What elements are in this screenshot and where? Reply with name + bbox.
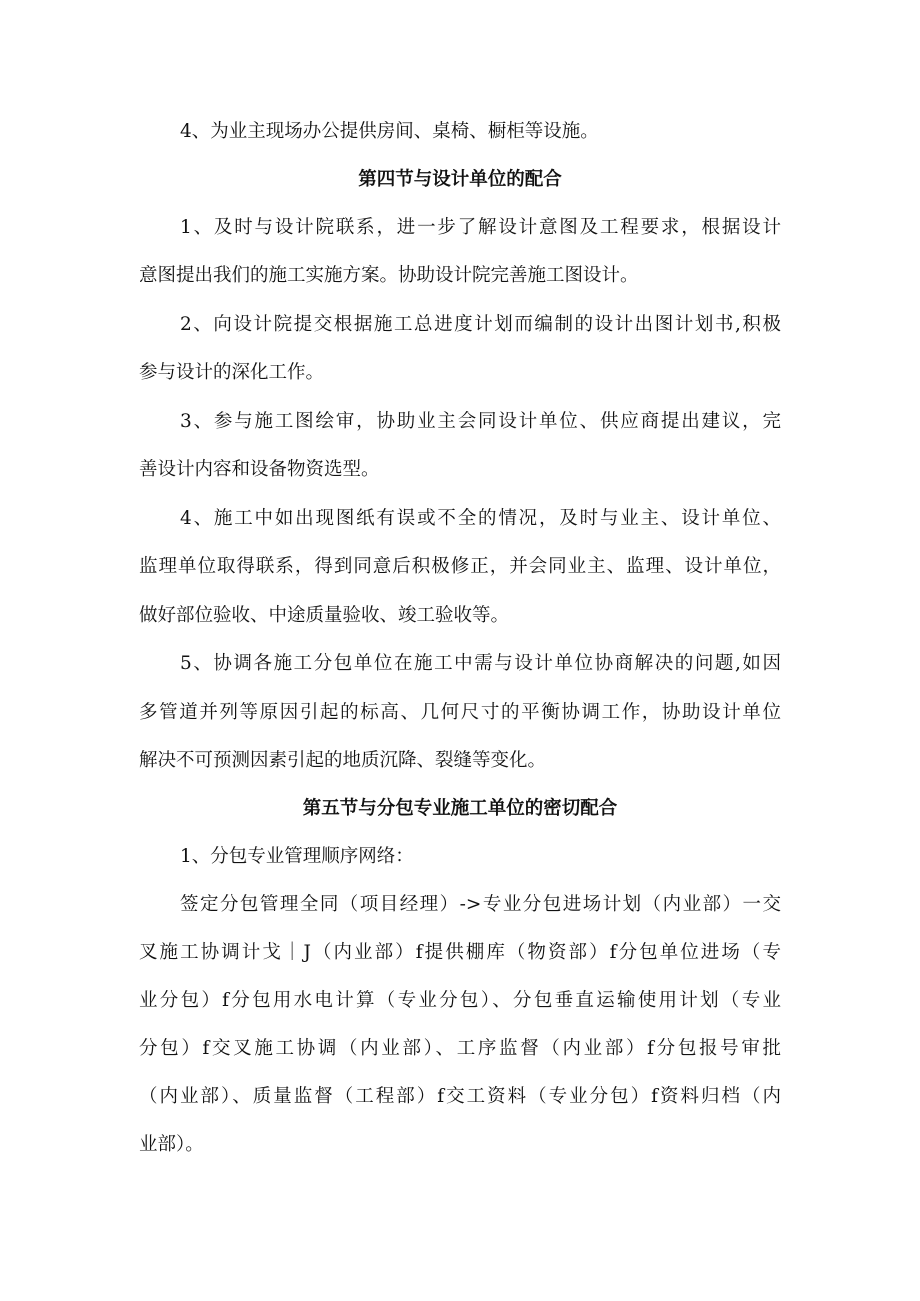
paragraph-line: 监理单位取得联系，得到同意后积极修正，并会同业主、监理、设计单位， bbox=[139, 556, 781, 577]
paragraph-line: 业分包）f分包用水电计算（专业分包）、分包垂直运输使用计划（专业 bbox=[139, 990, 781, 1011]
paragraph-line: 解决不可预测因素引起的地质沉降、裂缝等变化。 bbox=[139, 750, 547, 771]
section-heading-5: 第五节与分包专业施工单位的密切配合 bbox=[302, 798, 618, 819]
paragraph-line: 签定分包管理全同（项目经理）->专业分包进场计划（内业部）一交 bbox=[180, 894, 781, 915]
paragraph-line: 分包）f交叉施工协调（内业部）、工序监督（内业部）f分包报号审批 bbox=[139, 1038, 781, 1059]
paragraph-line: 5、协调各施工分包单位在施工中需与设计单位协商解决的问题,如因 bbox=[180, 653, 781, 674]
paragraph-line: 意图提出我们的施工实施方案。协助设计院完善施工图设计。 bbox=[139, 265, 639, 286]
paragraph-line: 4、施工中如出现图纸有误或不全的情况，及时与业主、设计单位、 bbox=[180, 508, 781, 529]
paragraph-line: 1、及时与设计院联系，进一步了解设计意图及工程要求，根据设计 bbox=[180, 217, 781, 238]
paragraph-line: 叉施工协调计戈｜J（内业部）f提供棚库（物资部）f分包单位进场（专 bbox=[139, 942, 781, 963]
paragraph-line: 善设计内容和设备物资选型。 bbox=[139, 459, 380, 480]
paragraph-line: 4、为业主现场办公提供房间、桌椅、橱柜等设施。 bbox=[180, 121, 599, 142]
paragraph-line: 参与设计的深化工作。 bbox=[139, 362, 325, 383]
paragraph-line: （内业部）、质量监督（工程部）f交工资料（专业分包）f资料归档（内 bbox=[139, 1086, 781, 1107]
paragraph-line: 2、向设计院提交根据施工总进度计划而编制的设计出图计划书,积极 bbox=[180, 314, 781, 335]
paragraph-line: 业部）。 bbox=[139, 1134, 204, 1155]
paragraph-line: 做好部位验收、中途质量验收、竣工验收等。 bbox=[139, 605, 510, 626]
paragraph-line: 1、分包专业管理顺序网络： bbox=[180, 846, 414, 867]
paragraph-line: 3、参与施工图绘审，协助业主会同设计单位、供应商提出建议，完 bbox=[180, 411, 781, 432]
paragraph-line: 多管道并列等原因引起的标高、几何尺寸的平衡协调工作，协助设计单位 bbox=[139, 702, 781, 723]
section-heading-4: 第四节与设计单位的配合 bbox=[358, 169, 562, 190]
